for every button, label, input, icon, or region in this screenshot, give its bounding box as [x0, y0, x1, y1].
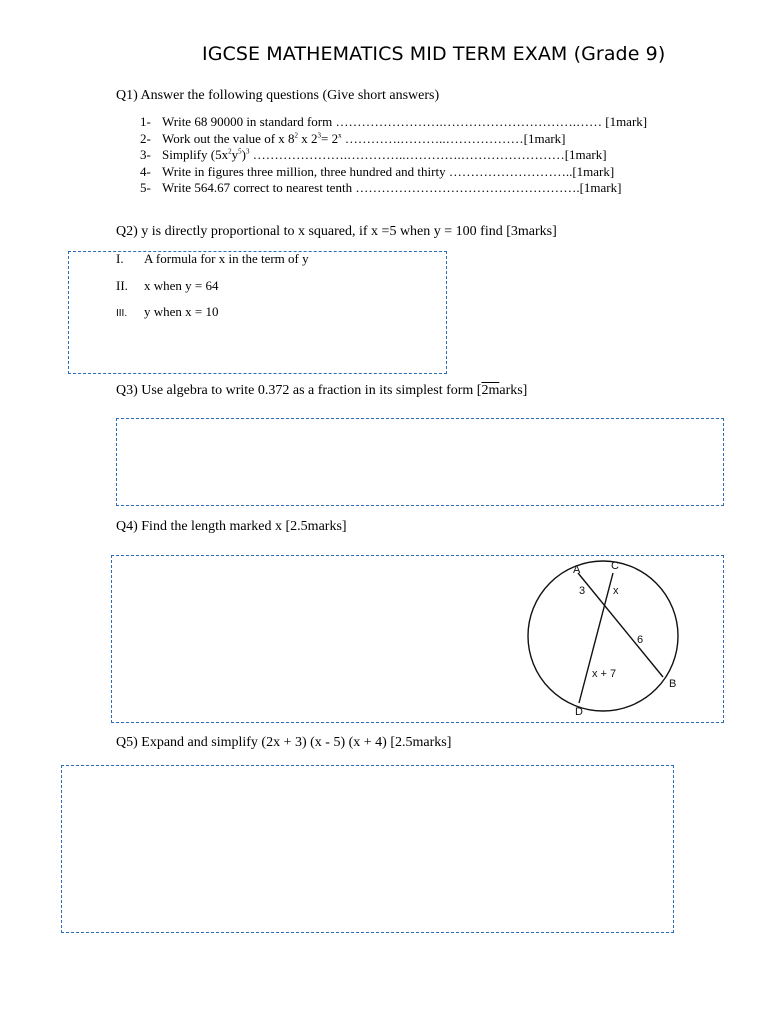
item-number: 4-: [140, 164, 151, 179]
q1-heading: Q1) Answer the following questions (Give short answers): [116, 88, 440, 103]
q1-item-5: [140, 180, 621, 196]
label-a: A: [573, 564, 581, 576]
item-number: 5-: [140, 180, 151, 195]
q3-heading-text: Q3) Use algebra to write 0.372 as a fraction in its simplest form [: [116, 383, 482, 398]
part-number: I.: [116, 251, 124, 266]
label-c: C: [611, 560, 619, 572]
item-text: Write 68 90000 in standard form …………………….………………………….…… [1mark]: [162, 114, 648, 129]
superscript: 5: [238, 147, 242, 156]
part-text: x when y = 64: [144, 278, 219, 293]
part-number: II.: [116, 278, 128, 293]
part-text: A formula for x in the term of y: [144, 251, 309, 266]
q2-part-2: [116, 278, 219, 294]
item-text: ………………….…………..………….……………………[1mark]: [249, 147, 607, 162]
segment-label-6: 6: [637, 634, 644, 646]
segment-label-3: 3: [579, 585, 586, 597]
item-text: ): [241, 147, 246, 162]
q5-answer-box[interactable]: [61, 765, 674, 933]
item-text: Write 564.67 correct to nearest tenth …………………………………………….[1mark]: [162, 180, 622, 195]
q1-item-3: [140, 147, 607, 163]
q2-heading: Q2) y is directly proportional to x squared, if x =5 when y = 100 find [3marks]: [116, 224, 557, 239]
item-text: Write in figures three million, three hundred and thirty ………………………..[1mark]: [162, 164, 615, 179]
q5-heading: Q5) Expand and simplify (2x + 3) (x - 5) (x + 4) [2.5marks]: [116, 735, 452, 750]
item-text: Simplify (5x: [162, 147, 229, 162]
exam-title: IGCSE MATHEMATICS MID TERM EXAM (Grade 9): [202, 43, 666, 65]
superscript: 3: [317, 131, 322, 140]
q1-item-2: [140, 131, 566, 147]
circle-chord-diagram: [520, 556, 690, 722]
circle: [528, 561, 678, 711]
part-text: y when x = 10: [144, 304, 219, 319]
q3-answer-box[interactable]: [116, 418, 724, 506]
item-number: 2-: [140, 131, 151, 146]
item-text: Work out the value of x 8: [162, 131, 295, 146]
item-text: x 2: [298, 131, 318, 146]
item-number: 1-: [140, 114, 151, 129]
segment-label-x-plus-7: x + 7: [592, 668, 617, 680]
part-number: III.: [116, 308, 128, 319]
q3-heading-text: arks]: [499, 383, 528, 398]
q1-item-4: [140, 164, 614, 180]
segment-label-x: x: [613, 585, 619, 597]
q3-heading-overline: 2m: [481, 383, 500, 398]
item-text: = 2: [321, 131, 339, 146]
q2-part-1: [116, 251, 309, 267]
item-text: y: [231, 147, 239, 162]
superscript: 3: [245, 147, 250, 156]
superscript: x: [338, 131, 342, 140]
item-number: 3-: [140, 147, 151, 162]
superscript: 2: [294, 131, 299, 140]
label-d: D: [575, 706, 583, 718]
item-text: ………….………..………………[1mark]: [341, 131, 566, 146]
chord-ab: [578, 573, 663, 677]
label-b: B: [669, 678, 677, 690]
q1-item-1: [140, 114, 647, 130]
superscript: 2: [228, 147, 232, 156]
q3-heading: [116, 383, 527, 399]
q2-part-3: [116, 304, 219, 320]
q4-heading: Q4) Find the length marked x [2.5marks]: [116, 519, 347, 534]
